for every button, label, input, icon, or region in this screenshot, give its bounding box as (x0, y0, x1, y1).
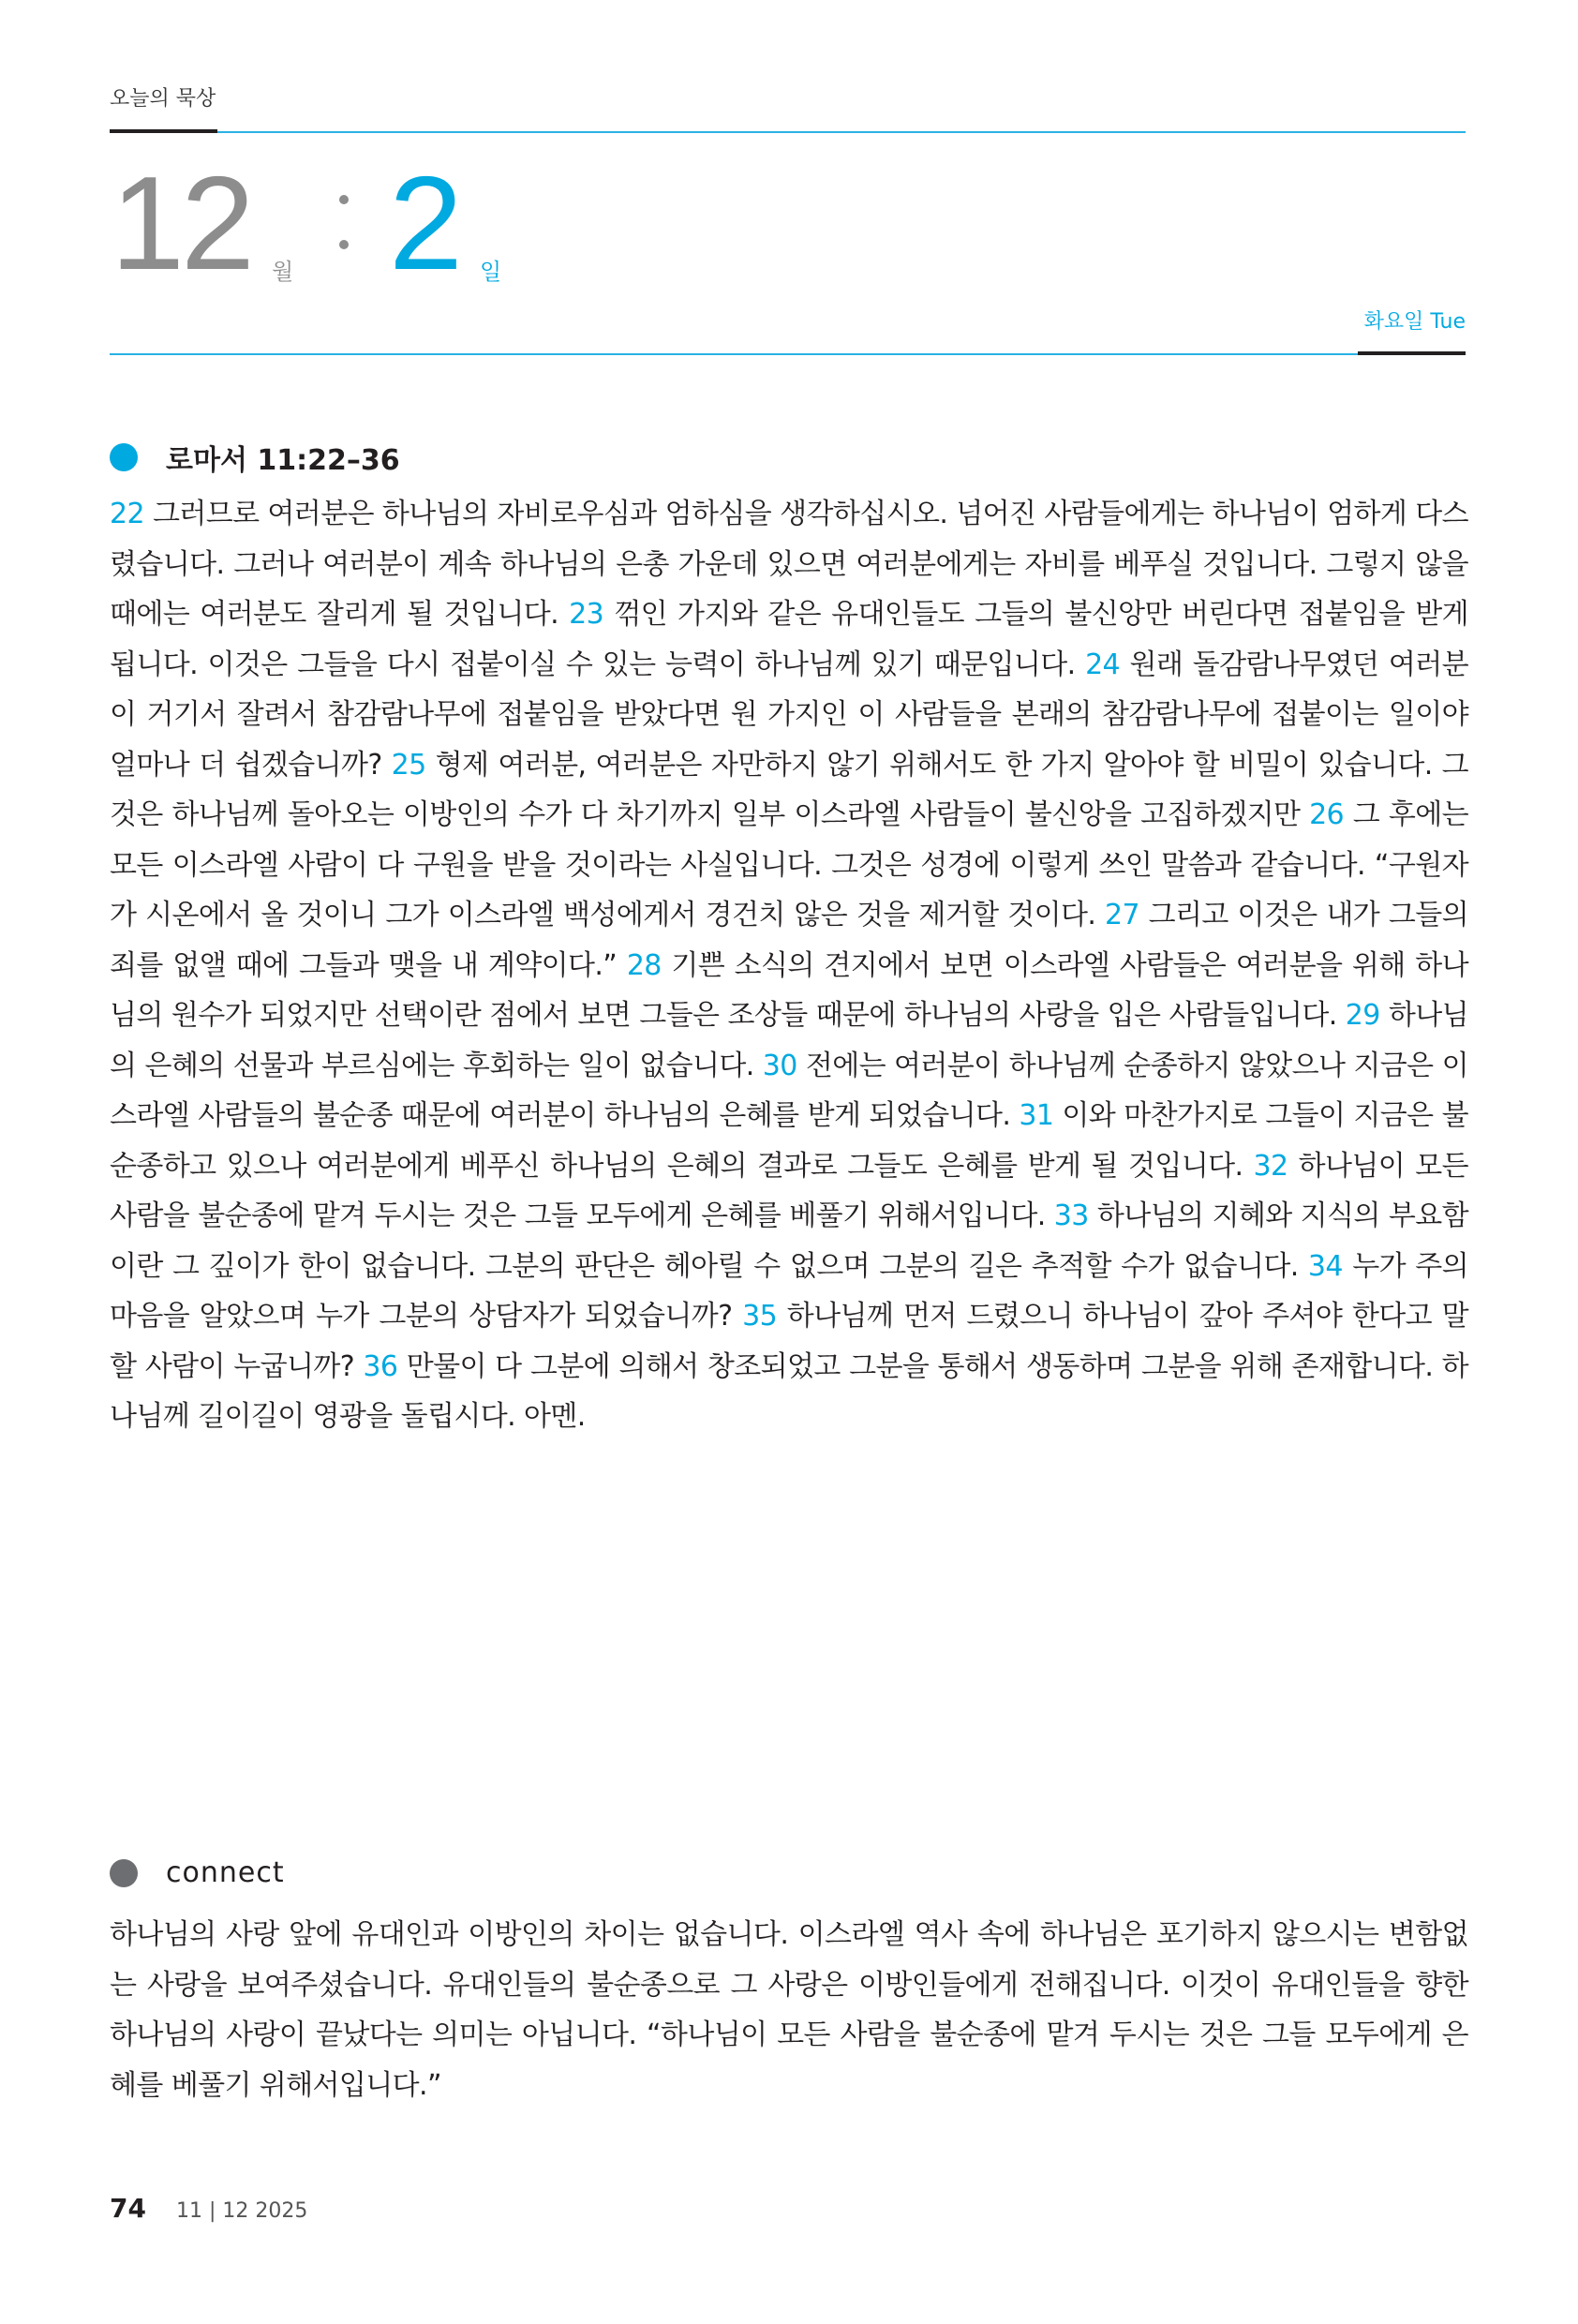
issue-date: 11 | 12 2025 (175, 2199, 308, 2223)
verse-number: 22 (110, 498, 144, 530)
verse-number: 29 (1345, 999, 1380, 1032)
verse-text: 기쁜 소식의 견지에서 보면 이스라엘 사람들은 여러분을 위해 하나님의 원수가 되었지만 선택이란 점에서 보면 그들은 조상들 때문에 하나님의 사랑을 입은 사람들입니다. (110, 948, 1469, 1032)
verse-number: 23 (569, 598, 604, 631)
header-rule-blue (217, 131, 1466, 133)
verse-text: 누가 주의 마음을 알았으며 누가 그분의 상담자가 되었습니까? (110, 1249, 1468, 1333)
weekday-label: 화요일 Tue (1363, 310, 1466, 334)
verse-number: 24 (1085, 648, 1121, 681)
bullet-dot-icon (110, 443, 138, 471)
date-rule-blue (110, 353, 1358, 355)
verse-number: 36 (363, 1349, 398, 1383)
date-month-unit: 월 (272, 259, 294, 285)
bullet-dot-icon (110, 1859, 138, 1887)
verse-text: 꺾인 가지와 같은 유대인들도 그들의 불신앙만 버린다면 접붙임을 받게 됩니다. 이것은 그들을 다시 접붙이실 수 있는 능력이 하나님께 있기 때문입니다. (110, 598, 1468, 681)
verse-number: 30 (762, 1049, 797, 1082)
verse-number: 25 (391, 748, 426, 782)
verse-text: 전에는 여러분이 하나님께 순종하지 않았으나 지금은 이스라엘 사람들의 불순종 때문에 여러분이 하나님의 은혜를 받게 되었습니다. (110, 1049, 1468, 1132)
verse-number: 33 (1053, 1199, 1089, 1232)
footer (110, 2193, 307, 2224)
page-number: 74 (110, 2193, 146, 2224)
section-label: 오늘의 묵상 (110, 87, 216, 111)
verse-text: 하나님의 은혜의 선물과 부르심에는 후회하는 일이 없습니다. (110, 999, 1468, 1082)
date-day: 2 (389, 149, 463, 298)
date-separator (339, 195, 349, 261)
date-month: 12 (111, 149, 251, 298)
verse-number: 31 (1019, 1099, 1054, 1132)
scripture-text (110, 489, 1468, 1442)
verse-text: 하나님께 먼저 드렸으니 하나님이 갚아 주셔야 한다고 말할 사람이 누굽니까? (110, 1300, 1469, 1383)
date-rule-dark (1358, 351, 1466, 355)
connect-title: connect (166, 1856, 285, 1889)
header-rule-dark (110, 129, 217, 133)
verse-number: 26 (1309, 798, 1345, 831)
verse-text: 하나님이 모든 사람을 불순종에 맡겨 두시는 것은 그들 모두에게 은혜를 베풀기 위해서입니다. (110, 1149, 1469, 1232)
verse-text: 하나님의 지혜와 지식의 부요함이란 그 깊이가 한이 없습니다. 그분의 판단은 헤아릴 수 없으며 그분의 길은 추적할 수가 없습니다. (110, 1199, 1468, 1283)
verse-number: 28 (626, 948, 662, 982)
verse-text: 그 후에는 모든 이스라엘 사람이 다 구원을 받을 것이라는 사실입니다. 그것은 성경에 이렇게 쓰인 말씀과 같습니다. “구원자가 시온에서 올 것이니 그가 이스라엘 백성에게서 경건치 않은 것을 제거할 것이다. (110, 798, 1468, 931)
verse-number: 32 (1253, 1149, 1288, 1183)
scripture-heading (110, 437, 400, 478)
verse-text: 그리고 이것은 내가 그들의 죄를 없앨 때에 그들과 맺을 내 계약이다.” (110, 899, 1468, 982)
verse-number: 34 (1307, 1249, 1343, 1283)
verse-number: 35 (742, 1300, 778, 1333)
connect-body: 하나님의 사랑 앞에 유대인과 이방인의 차이는 없습니다. 이스라엘 역사 속에 하나님은 포기하지 않으시는 변함없는 사랑을 보여주셨습니다. 유대인들의 불순종으로 그 사랑은 이방인들에게 전해집니다. 이것이 유대인들을 향한 하나님의 사랑이 끝났다는 의미는 아닙니다. “하나님이 모든 사람을 불순종에 맡겨 두시는 것은 그들 모두에게 은혜를 베풀기 위해서입니다.” (110, 1918, 1468, 2102)
verse-text: 원래 돌감람나무였던 여러분이 거기서 잘려서 참감람나무에 접붙임을 받았다면 원 가지인 이 사람들을 본래의 참감람나무에 접붙이는 일이야 얼마나 더 쉽겠습니까? (110, 648, 1468, 782)
verse-text: 만물이 다 그분에 의해서 창조되었고 그분을 통해서 생동하며 그분을 위해 존재합니다. 하나님께 길이길이 영광을 돌립시다. 아멘. (110, 1349, 1468, 1433)
date-day-unit: 일 (480, 259, 502, 285)
verse-text: 이와 마찬가지로 그들이 지금은 불순종하고 있으나 여러분에게 베푸신 하나님의 은혜의 결과로 그들도 은혜를 받게 될 것입니다. (110, 1099, 1468, 1183)
scripture-reference: 로마서 11:22–36 (166, 444, 400, 477)
connect-heading (110, 1856, 285, 1889)
verse-text: 형제 여러분, 여러분은 자만하지 않기 위해서도 한 가지 알아야 할 비밀이 있습니다. 그것은 하나님께 돌아오는 이방인의 수가 다 차기까지 일부 이스라엘 사람들이 불신앙을 고집하겠지만 (110, 748, 1468, 831)
verse-text: 그러므로 여러분은 하나님의 자비로우심과 엄하심을 생각하십시오. 넘어진 사람들에게는 하나님이 엄하게 다스렸습니다. 그러나 여러분이 계속 하나님의 은총 가운데 있으면 여러분에게는 자비를 베푸실 것입니다. 그렇지 않을 때에는 여러분도 잘리게 될 것입니다. (110, 498, 1468, 631)
verse-number: 27 (1104, 899, 1139, 931)
